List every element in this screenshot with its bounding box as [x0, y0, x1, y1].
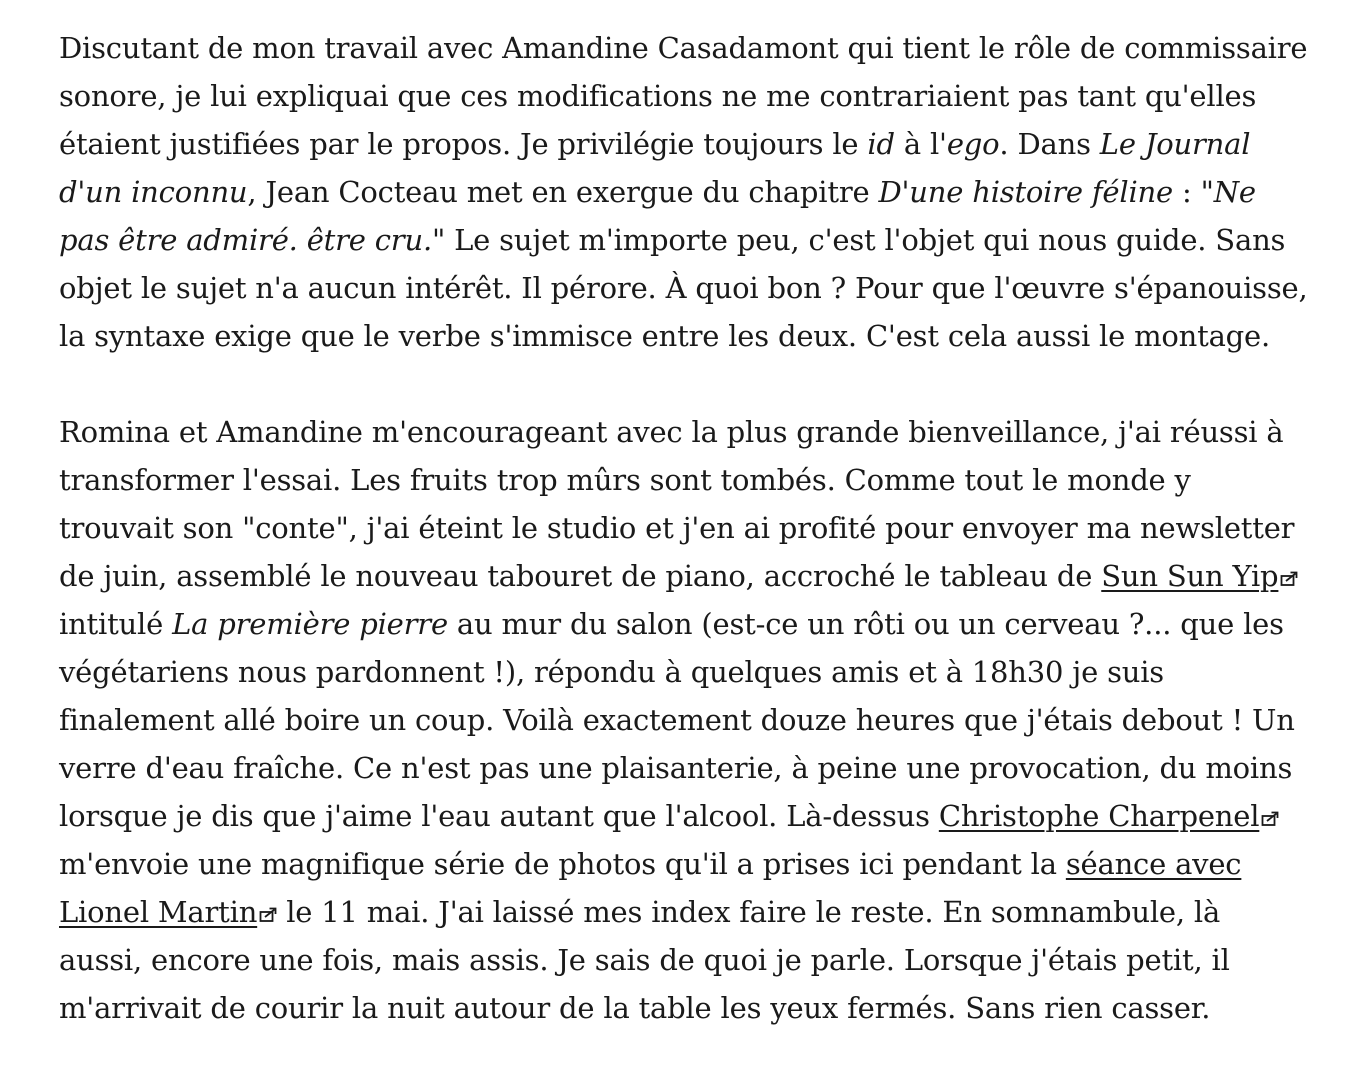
link-label: Christophe Charpenel — [938, 799, 1260, 833]
paragraph-text: à l' — [894, 127, 947, 161]
paragraph-text: . Dans — [999, 127, 1100, 161]
epigraph-quote: "Ne pas être admiré. être cru." — [59, 175, 1256, 257]
link-label: séance avec Lionel Martin — [59, 847, 1242, 929]
chapter-title: D'une histoire féline — [878, 175, 1173, 209]
paragraph-text: Discutant de mon travail avec Amandine Casadamont qui tient le rôle de commissaire sonore, je lui expliquai que ces modifications ne me contrariaient pas tant qu'elles étaient justifiées par le propos. Je privilégie toujours le — [59, 31, 1308, 161]
external-link-icon — [1261, 811, 1279, 827]
italic-ego: ego — [946, 127, 1000, 161]
paragraph-text: le 11 mai. J'ai laissé mes index faire le reste. En somnambule, là aussi, encore une fois, mais assis. Je sais de quoi je parle. Lorsque j'étais petit, il m'arrivait de courir la nuit autour de la table les yeux fermés. Sans rien casser. — [59, 895, 1230, 1025]
italic-id: id — [867, 127, 895, 161]
paragraph-cocteau — [59, 24, 1311, 360]
paragraph-text: intitulé — [59, 607, 173, 641]
external-link-icon — [1280, 571, 1298, 587]
paragraph-text: au mur du salon (est-ce un rôti ou un cerveau ?... que les végétariens nous pardonnent !), répondu à quelques amis et à 18h30 je suis finalement allé boire un coup. Voilà exactement douze heures que j'étais debout ! Un verre d'eau fraîche. Ce n'est pas une plaisanterie, à peine une provocation, du moins lorsque je dis que j'aime l'eau autant que l'alcool. Là-dessus — [59, 607, 1295, 833]
paragraph-studio — [59, 408, 1311, 1032]
link-sun-sun-yip[interactable] — [1101, 559, 1298, 593]
link-christophe-charpenel[interactable] — [939, 799, 1279, 833]
paragraph-text: Le sujet m'importe peu, c'est l'objet qui nous guide. Sans objet le sujet n'a aucun intérêt. Il pérore. À quoi bon ? Pour que l'œuvre s'épanouisse, la syntaxe exige que le verbe s'immisce entre les deux. C'est cela aussi le montage. — [59, 223, 1308, 353]
artwork-title: La première pierre — [172, 607, 448, 641]
paragraph-text: : — [1172, 175, 1201, 209]
link-label: Sun Sun Yip — [1101, 559, 1279, 593]
external-link-icon — [259, 907, 277, 923]
paragraph-text: Romina et Amandine m'encourageant avec la plus grande bienveillance, j'ai réussi à transformer l'essai. Les fruits trop mûrs sont tombés. Comme tout le monde y trouvait son "conte", j'ai éteint le studio et j'en ai profité pour envoyer ma newsletter de juin, assemblé le nouveau tabouret de piano, accroché le tableau de — [59, 415, 1295, 593]
paragraph-text: , Jean Cocteau met en exergue du chapitre — [247, 175, 879, 209]
book-title: Le Journal d'un inconnu — [59, 127, 1251, 209]
paragraph-text: m'envoie une magnifique série de photos qu'il a prises ici pendant la — [59, 847, 1066, 881]
article-body — [59, 24, 1311, 1032]
